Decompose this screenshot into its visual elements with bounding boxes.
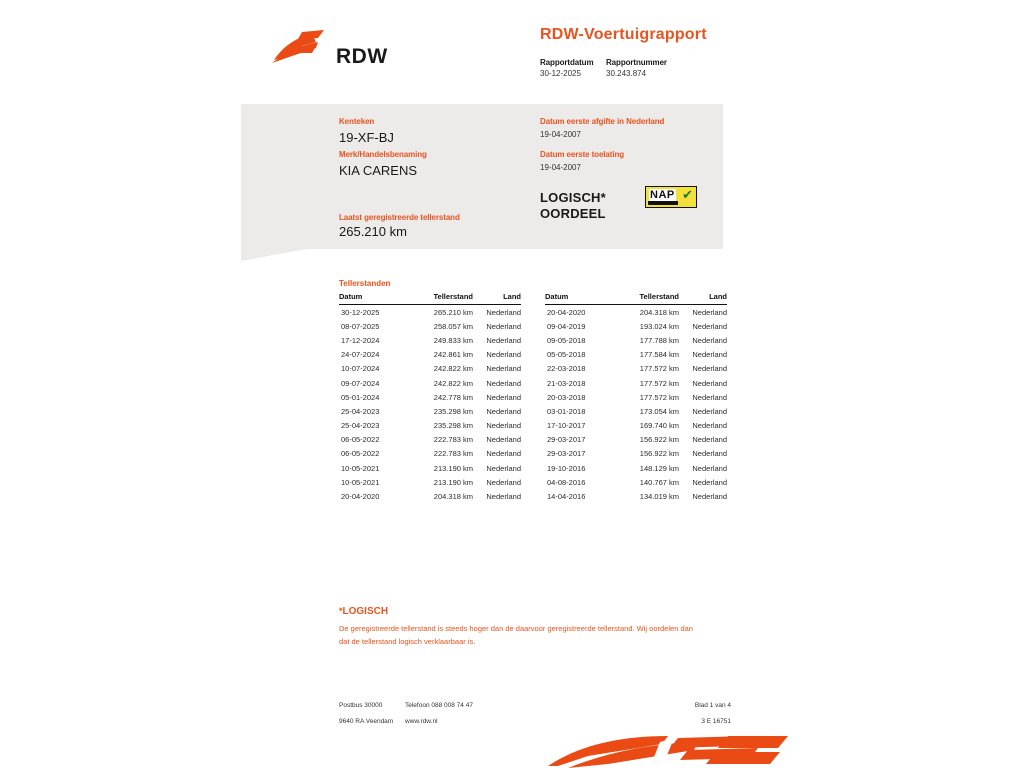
cell-country: Nederland xyxy=(692,421,727,431)
cell-date: 21-03-2018 xyxy=(547,378,586,388)
panel-notch-decoration xyxy=(241,249,307,261)
cell-country: Nederland xyxy=(486,364,521,374)
cell-mileage: 173.054 km xyxy=(639,406,679,416)
footnote-line-1: De geregistreerde tellerstand is steeds hoger dan de daarvoor geregistreerde tellerstand. Wij oordelen dan xyxy=(339,624,693,633)
cell-country: Nederland xyxy=(692,378,727,388)
table-row xyxy=(545,461,727,475)
cell-country: Nederland xyxy=(486,435,521,445)
cell-mileage: 156.922 km xyxy=(639,449,679,459)
cell-mileage: 177.572 km xyxy=(639,392,679,402)
report-date-label: Rapportdatum xyxy=(540,58,594,67)
first-admission-label: Datum eerste toelating xyxy=(540,150,625,159)
nap-badge-label: NAP xyxy=(650,189,675,201)
table-row xyxy=(339,319,521,333)
cell-date: 05-01-2024 xyxy=(341,392,380,402)
cell-date: 10-05-2021 xyxy=(341,477,380,487)
footnote-body xyxy=(339,622,731,648)
table-row xyxy=(339,404,521,418)
table-row xyxy=(545,390,727,404)
verdict-line-1: LOGISCH* xyxy=(540,190,606,205)
cell-country: Nederland xyxy=(486,421,521,431)
report-number-label: Rapportnummer xyxy=(606,58,667,67)
table-row xyxy=(545,319,727,333)
cell-country: Nederland xyxy=(486,378,521,388)
cell-date: 24-07-2024 xyxy=(341,350,380,360)
license-value: 19-XF-BJ xyxy=(339,130,394,145)
column-header-mileage: Tellerstand xyxy=(411,292,473,305)
rdw-logo xyxy=(272,24,532,72)
cell-mileage: 204.318 km xyxy=(433,492,473,502)
report-number-value: 30.243.874 xyxy=(606,69,647,78)
cell-country: Nederland xyxy=(486,335,521,345)
cell-country: Nederland xyxy=(486,392,521,402)
table-row xyxy=(339,447,521,461)
cell-mileage: 249.833 km xyxy=(433,335,473,345)
cell-date: 17-10-2017 xyxy=(547,421,586,431)
cell-mileage: 235.298 km xyxy=(433,421,473,431)
table-row xyxy=(545,404,727,418)
cell-date: 19-10-2016 xyxy=(547,463,586,473)
license-label: Kenteken xyxy=(339,117,375,126)
first-issue-label: Datum eerste afgifte in Nederland xyxy=(540,117,665,126)
cell-date: 06-05-2022 xyxy=(341,449,380,459)
verdict-text xyxy=(540,190,606,223)
cell-date: 09-05-2018 xyxy=(547,335,586,345)
report-title: RDW-Voertuigrapport xyxy=(540,26,707,43)
table-row xyxy=(339,433,521,447)
brand-value: KIA CARENS xyxy=(339,163,418,178)
footnote-line-2: dat de tellerstand logisch verklaarbaar is. xyxy=(339,637,476,647)
table-row xyxy=(545,447,727,461)
logo-wordmark: RDW xyxy=(336,45,388,68)
cell-country: Nederland xyxy=(486,321,521,331)
cell-date: 20-04-2020 xyxy=(547,307,586,317)
cell-date: 25-04-2023 xyxy=(341,406,380,416)
table-row xyxy=(545,348,727,362)
footnote-asterisk: * xyxy=(339,606,343,616)
cell-date: 20-03-2018 xyxy=(547,392,586,402)
cell-date: 09-04-2019 xyxy=(547,321,586,331)
cell-date: 29-03-2017 xyxy=(547,435,586,445)
cell-mileage: 242.778 km xyxy=(433,392,473,402)
cell-mileage: 177.584 km xyxy=(639,350,679,360)
verdict-line-2: OORDEEL xyxy=(540,206,606,222)
cell-country: Nederland xyxy=(486,463,521,473)
cell-mileage: 213.190 km xyxy=(433,477,473,487)
last-meter-value: 265.210 km xyxy=(339,224,407,239)
table-row xyxy=(339,376,521,390)
footnote-title xyxy=(339,606,388,617)
nap-badge-bar xyxy=(648,201,678,205)
cell-country: Nederland xyxy=(486,307,521,317)
table-row xyxy=(339,489,521,503)
cell-country: Nederland xyxy=(692,463,727,473)
footer-address-line-2: 9640 RA Veendam xyxy=(339,718,394,725)
cell-mileage: 177.788 km xyxy=(639,335,679,345)
report-date-value: 30-12-2025 xyxy=(540,69,581,78)
footer-phone-line-1: Telefoon 088 008 74 47 xyxy=(405,702,473,709)
column-header-date: Datum xyxy=(339,292,411,305)
cell-country: Nederland xyxy=(486,406,521,416)
nap-badge xyxy=(645,186,697,208)
table-row xyxy=(339,362,521,376)
cell-mileage: 258.057 km xyxy=(433,321,473,331)
cell-mileage: 156.922 km xyxy=(639,435,679,445)
last-meter-label: Laatst geregistreerde tellerstand xyxy=(339,213,460,222)
table-row xyxy=(339,390,521,404)
brand-label: Merk/Handelsbenaming xyxy=(339,150,427,159)
cell-country: Nederland xyxy=(692,492,727,502)
cell-country: Nederland xyxy=(692,321,727,331)
cell-country: Nederland xyxy=(692,335,727,345)
cell-country: Nederland xyxy=(692,406,727,416)
table-row xyxy=(545,362,727,376)
cell-date: 08-07-2025 xyxy=(341,321,380,331)
cell-date: 30-12-2025 xyxy=(341,307,380,317)
page-footer xyxy=(339,702,731,734)
cell-mileage: 204.318 km xyxy=(639,307,679,317)
cell-date: 20-04-2020 xyxy=(341,492,380,502)
cell-country: Nederland xyxy=(486,350,521,360)
footer-address-line-1: Postbus 30000 xyxy=(339,702,383,709)
cell-date: 03-01-2018 xyxy=(547,406,586,416)
cell-country: Nederland xyxy=(486,492,521,502)
cell-mileage: 140.767 km xyxy=(639,477,679,487)
cell-date: 29-03-2017 xyxy=(547,449,586,459)
cell-date: 05-05-2018 xyxy=(547,350,586,360)
cell-mileage: 177.572 km xyxy=(639,378,679,388)
cell-mileage: 242.822 km xyxy=(433,378,473,388)
rdw-bottom-graphic-icon xyxy=(548,736,788,768)
footer-row-1 xyxy=(339,702,731,718)
footnote-title-text: LOGISCH xyxy=(342,606,389,617)
cell-date: 06-05-2022 xyxy=(341,435,380,445)
cell-country: Nederland xyxy=(692,364,727,374)
cell-mileage: 242.822 km xyxy=(433,364,473,374)
cell-country: Nederland xyxy=(692,350,727,360)
cell-country: Nederland xyxy=(486,477,521,487)
cell-date: 17-12-2024 xyxy=(341,335,380,345)
cell-mileage: 213.190 km xyxy=(433,463,473,473)
column-header-country: Land xyxy=(679,292,727,305)
table-row xyxy=(339,461,521,475)
table-row xyxy=(339,333,521,347)
table-row xyxy=(545,419,727,433)
table-row xyxy=(339,305,521,320)
table-row xyxy=(545,433,727,447)
footer-page-line-2: 3 E 16751 xyxy=(701,718,731,725)
cell-date: 04-08-2016 xyxy=(547,477,586,487)
cell-mileage: 265.210 km xyxy=(433,307,473,317)
report-meta xyxy=(540,58,800,78)
table-row xyxy=(545,489,727,503)
table-header-row xyxy=(339,292,521,305)
footer-row-2 xyxy=(339,718,731,734)
cell-mileage: 193.024 km xyxy=(639,321,679,331)
table-row xyxy=(339,475,521,489)
cell-date: 10-07-2024 xyxy=(341,364,380,374)
meter-table-right xyxy=(545,292,727,504)
cell-date: 25-04-2023 xyxy=(341,421,380,431)
cell-mileage: 242.861 km xyxy=(433,350,473,360)
report-date-block xyxy=(540,58,606,78)
cell-date: 09-07-2024 xyxy=(341,378,380,388)
cell-mileage: 169.740 km xyxy=(639,421,679,431)
table-row xyxy=(545,305,727,320)
first-issue-value: 19-04-2007 xyxy=(540,130,581,139)
cell-country: Nederland xyxy=(692,307,727,317)
table-row xyxy=(545,333,727,347)
table-row xyxy=(545,475,727,489)
table-row xyxy=(545,376,727,390)
meter-table-left xyxy=(339,292,521,504)
report-number-block xyxy=(606,58,667,78)
cell-date: 22-03-2018 xyxy=(547,364,586,374)
cell-country: Nederland xyxy=(692,435,727,445)
table-row xyxy=(339,419,521,433)
cell-mileage: 177.572 km xyxy=(639,364,679,374)
cell-mileage: 222.783 km xyxy=(433,435,473,445)
footer-page-line-1: Blad 1 van 4 xyxy=(694,702,731,709)
meter-table-right-body xyxy=(545,305,727,504)
column-header-date: Datum xyxy=(545,292,617,305)
cell-mileage: 148.129 km xyxy=(639,463,679,473)
cell-country: Nederland xyxy=(692,449,727,459)
cell-date: 14-04-2016 xyxy=(547,492,586,502)
column-header-mileage: Tellerstand xyxy=(617,292,679,305)
cell-mileage: 134.019 km xyxy=(639,492,679,502)
cell-date: 10-05-2021 xyxy=(341,463,380,473)
rdw-arrow-logo-icon xyxy=(272,30,332,64)
cell-country: Nederland xyxy=(692,477,727,487)
cell-country: Nederland xyxy=(692,392,727,402)
first-admission-value: 19-04-2007 xyxy=(540,163,581,172)
cell-mileage: 235.298 km xyxy=(433,406,473,416)
footer-website-link[interactable]: www.rdw.nl xyxy=(405,718,438,725)
column-header-country: Land xyxy=(473,292,521,305)
cell-mileage: 222.783 km xyxy=(433,449,473,459)
meter-section-title: Tellerstanden xyxy=(339,279,391,288)
check-icon: ✔ xyxy=(682,187,693,202)
table-header-row xyxy=(545,292,727,305)
table-row xyxy=(339,348,521,362)
cell-country: Nederland xyxy=(486,449,521,459)
meter-table-left-body xyxy=(339,305,521,504)
